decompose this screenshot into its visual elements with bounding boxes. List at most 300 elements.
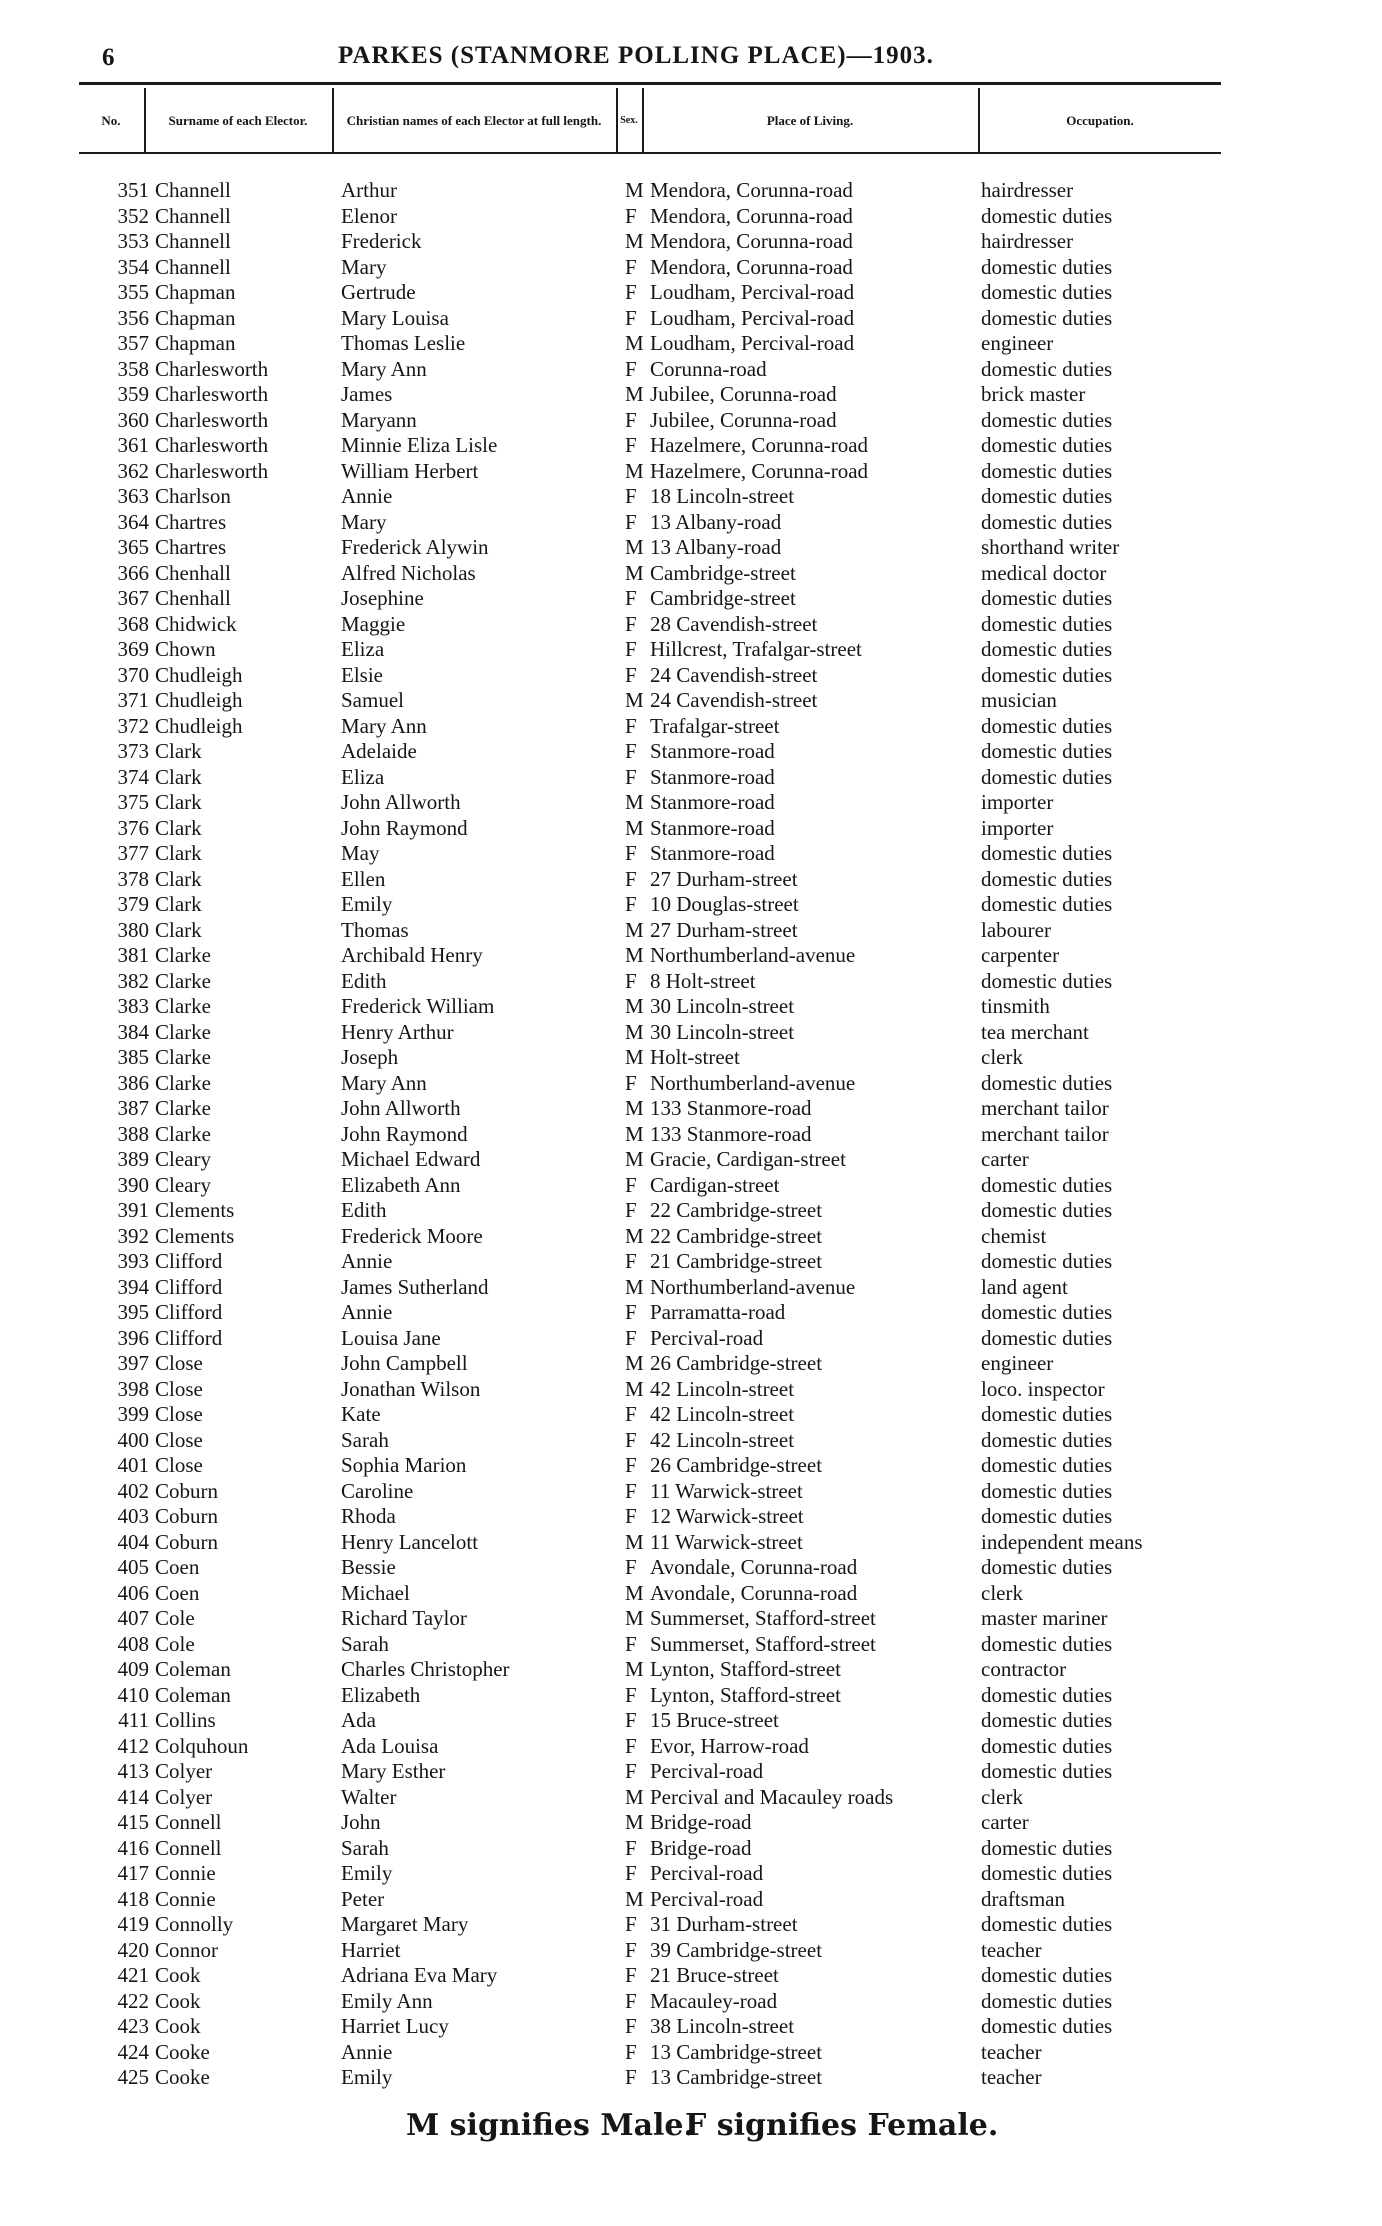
elector-surname: Cook	[155, 2014, 201, 2038]
header-place-of-living: Place of Living.	[766, 112, 854, 128]
elector-surname: Chartres	[155, 509, 227, 534]
elector-number: 369	[117, 637, 149, 661]
elector-christian-names: Maryann	[341, 407, 417, 432]
running-title: PARKES (STANMORE POLLING PLACE)—1903.	[338, 42, 934, 69]
table-header	[79, 88, 1221, 154]
elector-number: 374	[117, 764, 149, 789]
page-number: 6	[102, 44, 115, 71]
elector-sex: F	[625, 1835, 637, 1860]
elector-place-of-living: Gracie, Cardigan-street	[650, 1147, 846, 1171]
elector-sex: F	[625, 203, 637, 228]
elector-sex: F	[625, 713, 637, 738]
elector-christian-names: Joseph	[341, 1045, 399, 1069]
elector-occupation: domestic duties	[981, 841, 1113, 865]
column-divider	[332, 88, 334, 152]
elector-christian-names: Frederick	[341, 229, 422, 253]
elector-occupation: clerk	[981, 1045, 1023, 1069]
elector-number: 389	[117, 1147, 149, 1171]
elector-number: 375	[117, 790, 149, 814]
table-row	[79, 1198, 1221, 1224]
elector-place-of-living: Summerset, Stafford-street	[650, 1631, 876, 1656]
table-row	[79, 1963, 1221, 1989]
elector-number: 403	[117, 1504, 149, 1528]
table-row	[79, 790, 1221, 816]
elector-occupation: domestic duties	[981, 1555, 1113, 1579]
elector-christian-names: Henry Arthur	[341, 1019, 454, 1044]
elector-sex: F	[625, 509, 637, 534]
elector-surname: Clark	[155, 917, 202, 942]
table-row	[79, 1887, 1221, 1913]
table-row	[79, 1096, 1221, 1122]
table-row	[79, 943, 1221, 969]
elector-place-of-living: 22 Cambridge-street	[650, 1223, 823, 1248]
elector-place-of-living: Mendora, Corunna-road	[650, 229, 853, 253]
elector-sex: M	[625, 1657, 644, 1681]
elector-number: 420	[117, 1937, 149, 1962]
table-row	[79, 229, 1221, 255]
elector-place-of-living: 18 Lincoln-street	[650, 484, 795, 508]
elector-number: 399	[117, 1402, 149, 1426]
elector-surname: Chenhall	[155, 586, 231, 610]
elector-place-of-living: Mendora, Corunna-road	[650, 178, 853, 202]
elector-sex: F	[625, 2014, 637, 2038]
elector-christian-names: James	[341, 382, 393, 406]
elector-number: 416	[117, 1835, 149, 1860]
elector-sex: M	[625, 535, 644, 559]
elector-number: 353	[117, 229, 149, 253]
elector-christian-names: Frederick William	[341, 994, 495, 1018]
elector-occupation: domestic duties	[981, 407, 1113, 432]
elector-occupation: merchant tailor	[981, 1121, 1109, 1146]
elector-occupation: domestic duties	[981, 254, 1113, 279]
elector-place-of-living: 42 Lincoln-street	[650, 1402, 795, 1426]
table-row	[79, 1734, 1221, 1760]
elector-number: 412	[117, 1733, 149, 1758]
elector-sex: F	[625, 1172, 637, 1197]
elector-surname: Clifford	[155, 1249, 223, 1273]
elector-surname: Coburn	[155, 1478, 218, 1503]
elector-surname: Cooke	[155, 2065, 210, 2089]
elector-occupation: domestic duties	[981, 1988, 1113, 2013]
elector-sex: M	[625, 1121, 644, 1146]
table-row	[79, 1938, 1221, 1964]
elector-surname: Cole	[155, 1606, 195, 1630]
elector-occupation: brick master	[981, 382, 1086, 406]
elector-number: 410	[117, 1682, 149, 1707]
elector-occupation: domestic duties	[981, 1249, 1113, 1273]
table-row	[79, 1555, 1221, 1581]
elector-sex: M	[625, 1886, 644, 1911]
elector-occupation: domestic duties	[981, 866, 1113, 891]
elector-surname: Chenhall	[155, 560, 231, 585]
elector-surname: Chapman	[155, 305, 236, 330]
elector-occupation: domestic duties	[981, 1912, 1113, 1936]
elector-occupation: domestic duties	[981, 1708, 1113, 1732]
column-divider	[144, 88, 146, 152]
elector-surname: Close	[155, 1427, 203, 1452]
table-row	[79, 637, 1221, 663]
elector-place-of-living: 13 Albany-road	[650, 535, 782, 559]
table-row	[79, 510, 1221, 536]
elector-sex: F	[625, 1249, 637, 1273]
elector-occupation: domestic duties	[981, 280, 1113, 304]
header-sex: Sex.	[620, 114, 638, 126]
elector-christian-names: Bessie	[341, 1555, 396, 1579]
column-divider	[978, 88, 980, 152]
elector-christian-names: Mary Esther	[341, 1759, 446, 1783]
elector-number: 370	[117, 662, 149, 687]
elector-occupation: domestic duties	[981, 1402, 1113, 1426]
elector-number: 408	[117, 1631, 149, 1656]
elector-place-of-living: Percival-road	[650, 1861, 764, 1885]
elector-sex: M	[625, 1580, 644, 1605]
elector-place-of-living: 8 Holt-street	[650, 968, 756, 993]
elector-place-of-living: Lynton, Stafford-street	[650, 1682, 841, 1707]
table-row	[79, 1708, 1221, 1734]
elector-place-of-living: 24 Cavendish-street	[650, 662, 818, 687]
elector-christian-names: Archibald Henry	[341, 943, 483, 967]
elector-place-of-living: Bridge-road	[650, 1810, 752, 1834]
table-row	[79, 1045, 1221, 1071]
elector-surname: Connor	[155, 1937, 218, 1962]
elector-number: 365	[117, 535, 149, 559]
elector-place-of-living: Macauley-road	[650, 1988, 778, 2013]
elector-occupation: domestic duties	[981, 1759, 1113, 1783]
elector-surname: Clark	[155, 815, 202, 840]
table-row	[79, 1810, 1221, 1836]
elector-occupation: tea merchant	[981, 1019, 1089, 1044]
elector-surname: Clark	[155, 841, 202, 865]
elector-occupation: contractor	[981, 1657, 1067, 1681]
elector-number: 388	[117, 1121, 149, 1146]
elector-christian-names: Peter	[341, 1886, 385, 1911]
elector-surname: Clarke	[155, 943, 211, 967]
elector-place-of-living: 12 Warwick-street	[650, 1504, 804, 1528]
elector-christian-names: Elizabeth	[341, 1682, 421, 1707]
elector-number: 383	[117, 994, 149, 1018]
elector-place-of-living: Hazelmere, Corunna-road	[650, 433, 869, 457]
elector-sex: F	[625, 254, 637, 279]
elector-christian-names: Sarah	[341, 1835, 389, 1860]
elector-number: 423	[117, 2014, 149, 2038]
elector-sex: M	[625, 1019, 644, 1044]
elector-surname: Close	[155, 1351, 203, 1375]
elector-occupation: tinsmith	[981, 994, 1050, 1018]
elector-occupation: master mariner	[981, 1606, 1108, 1630]
table-row	[79, 2065, 1221, 2091]
elector-christian-names: Charles Christopher	[341, 1657, 510, 1681]
table-row	[79, 408, 1221, 434]
elector-sex: F	[625, 611, 637, 636]
elector-sex: M	[625, 1606, 644, 1630]
elector-place-of-living: Percival-road	[650, 1325, 764, 1350]
elector-occupation: independent means	[981, 1529, 1143, 1554]
table-row	[79, 433, 1221, 459]
elector-surname: Connie	[155, 1886, 216, 1911]
elector-sex: M	[625, 1351, 644, 1375]
elector-place-of-living: 10 Douglas-street	[650, 892, 799, 916]
elector-number: 381	[117, 943, 149, 967]
elector-number: 402	[117, 1478, 149, 1503]
elector-number: 376	[117, 815, 149, 840]
table-row	[79, 331, 1221, 357]
elector-number: 419	[117, 1912, 149, 1936]
elector-place-of-living: Cambridge-street	[650, 586, 796, 610]
elector-surname: Clark	[155, 892, 202, 916]
elector-surname: Charlesworth	[155, 458, 269, 483]
elector-surname: Colquhoun	[155, 1733, 249, 1758]
elector-surname: Chudleigh	[155, 713, 243, 738]
elector-place-of-living: Stanmore-road	[650, 790, 775, 814]
elector-sex: F	[625, 739, 637, 763]
elector-surname: Charlson	[155, 484, 231, 508]
elector-place-of-living: Percival-road	[650, 1759, 764, 1783]
elector-christian-names: Mary Ann	[341, 713, 427, 738]
elector-christian-names: William Herbert	[341, 458, 479, 483]
elector-surname: Chown	[155, 637, 216, 661]
elector-sex: M	[625, 229, 644, 253]
elector-sex: M	[625, 1096, 644, 1120]
elector-surname: Charlesworth	[155, 382, 269, 406]
elector-occupation: medical doctor	[981, 560, 1107, 585]
elector-number: 352	[117, 203, 149, 228]
elector-christian-names: Adriana Eva Mary	[341, 1963, 498, 1987]
elector-christian-names: Annie	[341, 484, 393, 508]
table-row	[79, 994, 1221, 1020]
table-row	[79, 306, 1221, 332]
elector-occupation: domestic duties	[981, 1300, 1113, 1324]
elector-number: 414	[117, 1784, 149, 1809]
table-row	[79, 1453, 1221, 1479]
elector-christian-names: John Allworth	[341, 1096, 461, 1120]
elector-surname: Cook	[155, 1988, 201, 2013]
elector-number: 398	[117, 1376, 149, 1401]
elector-sex: F	[625, 2039, 637, 2064]
elector-christian-names: Harriet Lucy	[341, 2014, 449, 2038]
elector-place-of-living: Lynton, Stafford-street	[650, 1657, 841, 1681]
header-surname: Surname of each Elector.	[168, 112, 308, 128]
elector-number: 386	[117, 1070, 149, 1095]
elector-occupation: loco. inspector	[981, 1376, 1105, 1401]
elector-christian-names: Mary Louisa	[341, 305, 449, 330]
elector-occupation: engineer	[981, 1351, 1054, 1375]
elector-place-of-living: 21 Bruce-street	[650, 1963, 779, 1987]
elector-christian-names: Eliza	[341, 764, 385, 789]
elector-surname: Clements	[155, 1198, 235, 1222]
elector-sex: F	[625, 407, 637, 432]
elector-surname: Clarke	[155, 1121, 211, 1146]
elector-surname: Channell	[155, 203, 231, 228]
elector-christian-names: John Raymond	[341, 1121, 468, 1146]
elector-number: 390	[117, 1172, 149, 1197]
elector-place-of-living: Hazelmere, Corunna-road	[650, 458, 869, 483]
elector-place-of-living: Cardigan-street	[650, 1172, 780, 1197]
elector-surname: Close	[155, 1402, 203, 1426]
elector-surname: Close	[155, 1453, 203, 1477]
elector-place-of-living: 21 Cambridge-street	[650, 1249, 823, 1273]
elector-place-of-living: Corunna-road	[650, 356, 767, 381]
elector-sex: F	[625, 662, 637, 687]
elector-occupation: musician	[981, 688, 1057, 712]
elector-place-of-living: Hillcrest, Trafalgar-street	[650, 637, 862, 661]
elector-christian-names: Frederick Moore	[341, 1223, 483, 1248]
elector-occupation: carter	[981, 1810, 1029, 1834]
elector-surname: Clarke	[155, 1045, 211, 1069]
table-row	[79, 765, 1221, 791]
table-row	[79, 739, 1221, 765]
elector-occupation: domestic duties	[981, 662, 1113, 687]
elector-number: 373	[117, 739, 149, 763]
table-row	[79, 892, 1221, 918]
elector-christian-names: Elenor	[341, 203, 397, 228]
elector-number: 368	[117, 611, 149, 636]
elector-surname: Cleary	[155, 1172, 211, 1197]
column-divider	[642, 88, 644, 152]
elector-occupation: domestic duties	[981, 484, 1113, 508]
elector-surname: Cleary	[155, 1147, 211, 1171]
table-row	[79, 1402, 1221, 1428]
elector-place-of-living: Summerset, Stafford-street	[650, 1606, 876, 1630]
elector-occupation: importer	[981, 790, 1054, 814]
elector-place-of-living: 15 Bruce-street	[650, 1708, 779, 1732]
elector-christian-names: Eliza	[341, 637, 385, 661]
elector-sex: M	[625, 1223, 644, 1248]
elector-number: 351	[117, 178, 149, 202]
elector-occupation: clerk	[981, 1784, 1023, 1809]
elector-surname: Coburn	[155, 1529, 218, 1554]
table-row	[79, 1377, 1221, 1403]
elector-number: 361	[117, 433, 149, 457]
elector-occupation: teacher	[981, 2065, 1042, 2089]
table-row	[79, 586, 1221, 612]
elector-number: 360	[117, 407, 149, 432]
elector-place-of-living: 13 Cambridge-street	[650, 2065, 823, 2089]
elector-occupation: domestic duties	[981, 1733, 1113, 1758]
male-legend: M signifies Male.	[406, 2108, 694, 2143]
elector-sex: F	[625, 1070, 637, 1095]
elector-surname: Cook	[155, 1963, 201, 1987]
elector-sex: F	[625, 1427, 637, 1452]
elector-number: 356	[117, 305, 149, 330]
table-row	[79, 1071, 1221, 1097]
elector-christian-names: Michael	[341, 1580, 410, 1605]
table-row	[79, 1300, 1221, 1326]
elector-sex: F	[625, 484, 637, 508]
elector-number: 384	[117, 1019, 149, 1044]
elector-place-of-living: Loudham, Percival-road	[650, 280, 855, 304]
elector-christian-names: Annie	[341, 2039, 393, 2064]
elector-surname: Channell	[155, 178, 231, 202]
elector-surname: Chapman	[155, 280, 236, 304]
elector-surname: Connell	[155, 1835, 222, 1860]
elector-sex: F	[625, 1682, 637, 1707]
elector-occupation: domestic duties	[981, 356, 1113, 381]
elector-number: 363	[117, 484, 149, 508]
table-row	[79, 1147, 1221, 1173]
table-row	[79, 535, 1221, 561]
table-row	[79, 841, 1221, 867]
elector-place-of-living: 26 Cambridge-street	[650, 1351, 823, 1375]
elector-sex: M	[625, 458, 644, 483]
elector-occupation: domestic duties	[981, 586, 1113, 610]
elector-place-of-living: 27 Durham-street	[650, 917, 798, 942]
elector-occupation: domestic duties	[981, 892, 1113, 916]
elector-number: 387	[117, 1096, 149, 1120]
elector-place-of-living: 28 Cavendish-street	[650, 611, 818, 636]
elector-place-of-living: Percival and Macauley roads	[650, 1784, 894, 1809]
elector-occupation: domestic duties	[981, 458, 1113, 483]
elector-surname: Clark	[155, 866, 202, 891]
elector-christian-names: Emily	[341, 1861, 393, 1885]
elector-place-of-living: 31 Durham-street	[650, 1912, 798, 1936]
elector-christian-names: Richard Taylor	[341, 1606, 467, 1630]
elector-sex: F	[625, 1325, 637, 1350]
elector-christian-names: Alfred Nicholas	[341, 560, 476, 585]
table-row	[79, 255, 1221, 281]
elector-place-of-living: 24 Cavendish-street	[650, 688, 818, 712]
elector-number: 422	[117, 1988, 149, 2013]
elector-surname: Clark	[155, 739, 202, 763]
elector-christian-names: John Campbell	[341, 1351, 468, 1375]
elector-christian-names: Gertrude	[341, 280, 416, 304]
table-row	[79, 1785, 1221, 1811]
elector-sex: M	[625, 1147, 644, 1171]
table-row	[79, 1504, 1221, 1530]
elector-surname: Chapman	[155, 331, 236, 355]
elector-sex: M	[625, 994, 644, 1018]
elector-christian-names: Edith	[341, 968, 387, 993]
elector-occupation: draftsman	[981, 1886, 1065, 1911]
elector-sex: F	[625, 1555, 637, 1579]
elector-sex: F	[625, 764, 637, 789]
elector-rows	[79, 178, 1221, 2091]
elector-christian-names: Sarah	[341, 1427, 389, 1452]
elector-christian-names: Elizabeth Ann	[341, 1172, 461, 1197]
elector-surname: Charlesworth	[155, 433, 269, 457]
header-no: No.	[101, 112, 121, 128]
table-row	[79, 2014, 1221, 2040]
elector-number: 425	[117, 2065, 149, 2089]
elector-occupation: carpenter	[981, 943, 1060, 967]
elector-occupation: teacher	[981, 1937, 1042, 1962]
elector-christian-names: Mary Ann	[341, 356, 427, 381]
elector-surname: Clarke	[155, 1070, 211, 1095]
elector-place-of-living: 26 Cambridge-street	[650, 1453, 823, 1477]
elector-sex: M	[625, 943, 644, 967]
elector-number: 378	[117, 866, 149, 891]
elector-sex: F	[625, 280, 637, 304]
elector-surname: Close	[155, 1376, 203, 1401]
elector-christian-names: John	[341, 1810, 381, 1834]
elector-number: 406	[117, 1580, 149, 1605]
elector-number: 415	[117, 1810, 149, 1834]
elector-christian-names: Ada	[341, 1708, 376, 1732]
elector-sex: F	[625, 1861, 637, 1885]
elector-christian-names: Thomas	[341, 917, 409, 942]
elector-number: 357	[117, 331, 149, 355]
elector-place-of-living: 11 Warwick-street	[650, 1478, 803, 1503]
elector-place-of-living: 13 Cambridge-street	[650, 2039, 823, 2064]
elector-occupation: domestic duties	[981, 203, 1113, 228]
elector-christian-names: Margaret Mary	[341, 1912, 469, 1936]
elector-number: 395	[117, 1300, 149, 1324]
elector-place-of-living: Northumberland-avenue	[650, 1274, 856, 1299]
elector-place-of-living: Loudham, Percival-road	[650, 305, 855, 330]
elector-christian-names: Ada Louisa	[341, 1733, 439, 1758]
elector-surname: Connell	[155, 1810, 222, 1834]
table-row	[79, 1657, 1221, 1683]
elector-surname: Channell	[155, 254, 231, 279]
